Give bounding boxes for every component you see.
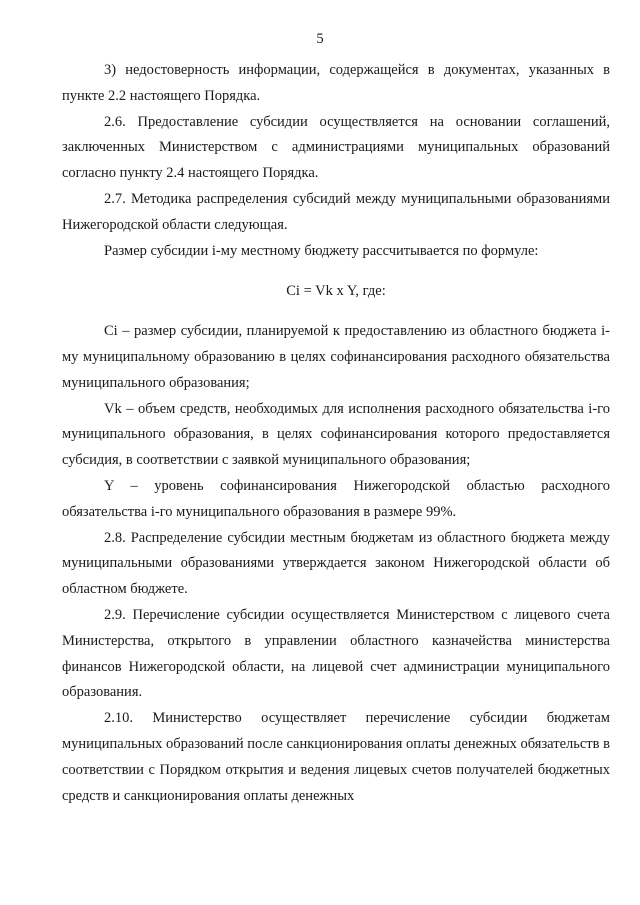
paragraph-2-8: 2.8. Распределение субсидии местным бюджетам из областного бюджета между муниципальными образованиями утверждается законом Нижегородской области об областном бюджете. bbox=[62, 529, 610, 598]
paragraph-formula-intro: Размер субсидии i-му местному бюджету рассчитывается по формуле: bbox=[104, 242, 539, 259]
definition-y: Y – уровень софинансирования Нижегородской областью расходного обязательства i-го муниципального образования в размере 99%. bbox=[62, 477, 610, 520]
paragraph-2-7: 2.7. Методика распределения субсидий между муниципальными образованиями Нижегородской области следующая. bbox=[62, 190, 610, 233]
paragraph-item-3: 3) недостоверность информации, содержащейся в документах, указанных в пункте 2.2 настоящего Порядка. bbox=[62, 62, 610, 104]
definition-vk: Vk – объем средств, необходимых для исполнения расходного обязательства i-го муниципального образования, в целях софинансирования которого предоставляется субсидия, в соответствии с заявкой муниципального образования; bbox=[62, 400, 610, 469]
paragraph-2-10: 2.10. Министерство осуществляет перечисление субсидии бюджетам муниципальных образований после санкционирования оплаты денежных обязательств в соответствии с Порядком открытия и ведения лицевых счетов получателей бюджетных средств и санкционирования оплаты денежных bbox=[62, 710, 610, 804]
paragraph-2-9: 2.9. Перечисление субсидии осуществляется Министерством с лицевого счета Министерства, открытого в управлении областного казначейства министерства финансов Нижегородской области, на лицевой счет администрации муниципального образования. bbox=[62, 606, 610, 701]
formula: Ci = Vk x Y, где: bbox=[286, 283, 386, 300]
definition-ci: Ci – размер субсидии, планируемой к предоставлению из областного бюджета i-му муниципальному образованию в целях софинансирования расходного обязательства муниципального образования; bbox=[62, 323, 610, 391]
paragraph-2-6: 2.6. Предоставление субсидии осуществляется на основании соглашений, заключенных Министерством с администрациями муниципальных образований согласно пункту 2.4 настоящего Порядка. bbox=[62, 113, 610, 182]
document-body bbox=[62, 58, 610, 809]
page-number: 5 bbox=[316, 31, 324, 47]
